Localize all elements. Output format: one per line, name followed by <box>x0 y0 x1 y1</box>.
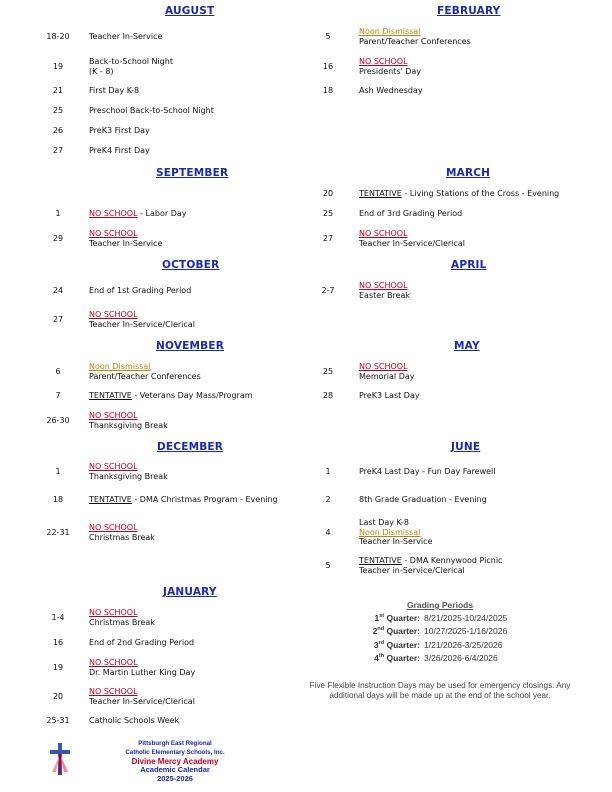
event-text: PreK4 Last Day - Fun Day Farewell <box>359 467 496 476</box>
month-title-march: MARCH <box>446 167 491 179</box>
no-school-tag: NO SCHOOL <box>89 310 138 319</box>
event-date: 4 <box>325 528 331 537</box>
event-text: Presidents' Day <box>359 66 422 76</box>
month-title-august: AUGUST <box>165 5 215 17</box>
event-date: 2 <box>325 495 331 504</box>
month-title-april: APRIL <box>451 259 487 271</box>
month-title-september: SEPTEMBER <box>156 167 229 179</box>
event-text: Teacher In-Service <box>89 32 163 41</box>
event-text: Teacher in-Service/Clerical <box>359 565 465 575</box>
event-date: 25 <box>322 367 334 376</box>
event-date: 29 <box>52 234 64 243</box>
event-date: 19 <box>52 62 64 71</box>
event-text: End of 1st Grading Period <box>89 286 192 295</box>
event-text: Parent/Teacher Conferences <box>359 36 471 46</box>
footer-title-block <box>120 740 230 784</box>
event-text: End of 3rd Grading Period <box>359 209 463 218</box>
event-text: Teacher In-Service/Clerical <box>89 319 195 329</box>
month-title-may: MAY <box>454 340 480 352</box>
event-date: 28 <box>322 391 334 400</box>
event-date: 19 <box>52 663 64 672</box>
event-date: 27 <box>52 146 64 155</box>
quarter-number: 3 <box>373 640 379 650</box>
quarter-number: 1 <box>374 613 380 623</box>
event-text: Memorial Day <box>359 371 415 381</box>
noon-dismissal-tag: Noon Dismissal <box>89 362 151 371</box>
noon-dismissal-tag: Noon Dismissal <box>359 27 421 36</box>
grading-periods-title: Grading Periods <box>406 600 474 610</box>
event-text: Teacher In-Service/Clerical <box>89 696 195 706</box>
event-text: (K - 8) <box>89 66 114 76</box>
event-text: Thanksgiving Break <box>89 471 168 481</box>
no-school-tag: NO SCHOOL <box>89 523 138 532</box>
no-school-tag: NO SCHOOL <box>89 608 138 617</box>
event-date: 1 <box>55 209 61 218</box>
no-school-tag: NO SCHOOL <box>359 57 408 66</box>
event-text: PreK3 First Day <box>89 126 150 135</box>
event-date: 7 <box>55 391 61 400</box>
event-text: - Living Stations of the Cross - Evening <box>401 189 560 198</box>
flexible-days-note: Five Flexible Instruction Days may be used for emergency closings. Any additional days will be made up at the end of the school year. <box>309 681 571 700</box>
event-date: 1 <box>55 467 61 476</box>
event-date: 1-4 <box>51 613 65 622</box>
event-date: 24 <box>52 286 64 295</box>
cross-logo-icon <box>47 742 73 776</box>
grading-period-row <box>330 613 560 623</box>
event-date: 18 <box>322 86 334 95</box>
event-text: Catholic Schools Week <box>89 716 180 725</box>
no-school-tag: NO SCHOOL <box>89 658 138 667</box>
event-text: Last Day K-8 <box>359 518 409 527</box>
event-text: PreK4 First Day <box>89 146 150 155</box>
event-date: 26 <box>52 126 64 135</box>
no-school-tag: NO SCHOOL <box>89 209 138 218</box>
event-text: Back-to-School Night <box>89 57 173 66</box>
event-date: 25-31 <box>46 716 70 725</box>
quarter-suffix: rd <box>378 640 385 647</box>
month-title-october: OCTOBER <box>162 259 220 271</box>
event-text: - Veterans Day Mass/Program <box>131 391 253 400</box>
no-school-tag: NO SCHOOL <box>359 281 408 290</box>
quarter-range: 3/26/2026-6/4/2026 <box>424 653 498 663</box>
event-text: Teacher In-Service/Clerical <box>359 238 465 248</box>
quarter-number: 4 <box>374 653 379 663</box>
tentative-tag: TENTATIVE <box>89 391 132 400</box>
event-date: 27 <box>52 315 64 324</box>
tentative-tag: TENTATIVE <box>359 556 402 565</box>
event-text: - DMA Kennywood Picnic <box>401 556 503 565</box>
no-school-tag: NO SCHOOL <box>89 411 138 420</box>
event-date: 5 <box>325 32 331 41</box>
no-school-tag: NO SCHOOL <box>89 229 138 238</box>
footer-year: 2025-2026 <box>157 774 193 784</box>
event-date: 20 <box>52 692 64 701</box>
event-date: 20 <box>322 189 334 198</box>
month-title-february: FEBRUARY <box>437 5 501 17</box>
event-text: Christmas Break <box>89 617 155 627</box>
event-text: Parent/Teacher Conferences <box>89 371 201 381</box>
event-date: 16 <box>322 62 334 71</box>
event-date: 25 <box>52 106 64 115</box>
noon-dismissal-tag: Noon Dismissal <box>359 527 421 537</box>
event-text: Preschool Back-to-School Night <box>89 106 214 115</box>
no-school-tag: NO SCHOOL <box>89 462 138 471</box>
quarter-label: Quarter: <box>384 613 420 623</box>
footer-calendar-title: Academic Calendar <box>140 765 210 775</box>
event-text: Teacher In-Service <box>359 537 433 546</box>
event-text: End of 2nd Grading Period <box>89 638 195 647</box>
quarter-label: Quarter: <box>384 653 420 663</box>
quarter-number: 2 <box>372 626 378 636</box>
no-school-tag: NO SCHOOL <box>89 687 138 696</box>
footer-org-line: Pittsburgh East Regional <box>138 740 212 747</box>
month-title-november: NOVEMBER <box>156 340 225 352</box>
event-date: 25 <box>322 209 334 218</box>
event-date: 2-7 <box>321 286 335 295</box>
event-date: 22-31 <box>46 528 70 537</box>
footer-org-line: Catholic Elementary Schools, Inc. <box>125 748 225 756</box>
grading-period-row <box>330 640 560 650</box>
event-date: 27 <box>322 234 334 243</box>
event-text: Ash Wednesday <box>359 86 423 95</box>
quarter-range: 10/27/2025-1/16/2026 <box>424 626 508 636</box>
no-school-tag: NO SCHOOL <box>359 229 408 238</box>
month-title-january: JANUARY <box>163 586 217 598</box>
event-date: 18 <box>52 495 64 504</box>
quarter-label: Quarter: <box>384 626 420 636</box>
event-date: 6 <box>55 367 61 376</box>
quarter-range: 1/21/2026-3/25/2026 <box>424 640 503 650</box>
event-date: 18-20 <box>46 32 70 41</box>
event-text: Thanksgiving Break <box>89 420 168 430</box>
event-date: 26-30 <box>46 416 70 425</box>
tentative-tag: TENTATIVE <box>89 495 132 504</box>
month-title-december: DECEMBER <box>157 441 224 453</box>
event-date: 21 <box>52 86 64 95</box>
event-text: - Labor Day <box>137 209 187 218</box>
event-text: Christmas Break <box>89 532 155 542</box>
grading-period-row <box>330 653 560 663</box>
event-text: First Day K-8 <box>89 86 140 95</box>
quarter-suffix: nd <box>377 626 385 633</box>
no-school-tag: NO SCHOOL <box>359 362 408 371</box>
event-text: PreK3 Last Day <box>359 391 420 400</box>
event-text: Dr. Martin Luther King Day <box>89 667 196 677</box>
quarter-label: Quarter: <box>384 640 420 650</box>
event-text: Teacher In-Service <box>89 238 163 248</box>
grading-period-row <box>330 626 560 636</box>
event-date: 1 <box>325 467 331 476</box>
footer-school-name: Divine Mercy Academy <box>131 756 219 766</box>
quarter-suffix: th <box>378 653 385 660</box>
month-title-june: JUNE <box>451 441 481 453</box>
tentative-tag: TENTATIVE <box>359 189 402 198</box>
event-date: 5 <box>325 561 331 570</box>
event-text: - DMA Christmas Program - Evening <box>131 495 278 504</box>
event-date: 16 <box>52 638 64 647</box>
event-text: 8th Grade Graduation - Evening <box>359 495 487 504</box>
quarter-range: 8/21/2025-10/24/2025 <box>424 613 508 623</box>
quarter-suffix: st <box>379 613 385 620</box>
event-text: Easter Break <box>359 290 411 300</box>
